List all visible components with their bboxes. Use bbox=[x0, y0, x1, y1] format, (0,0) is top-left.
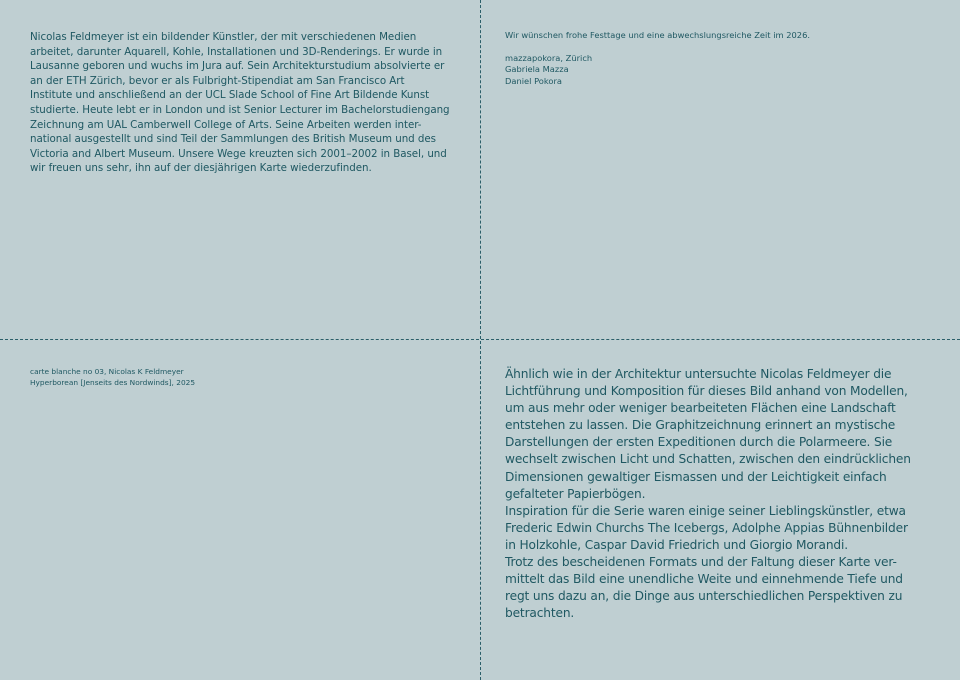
sender-line-studio: mazzapokora, Zürich bbox=[505, 52, 593, 63]
caption-title-line: Hyperborean [Jenseits des Nordwinds], 2025 bbox=[30, 377, 196, 387]
artwork-essay-paragraph: Ähnlich wie in der Architektur untersuchte Nicolas Feldmeyer die Lichtführung und Komposition für dieses Bild anhand von Modellen, um aus mehr oder weniger bearbeiteten Flächen eine Landschaft entstehen zu lassen. Die Graphitzeichnung erinnert an mystische Darstellungen der ersten Expeditionen durch die Polarmeere. Sie wechselt zwischen Licht und Schatten, zwischen den eindrücklichen Dimensionen gewaltiger Eismassen und der Leichtigkeit einfach gefalteter Papierbögen. Inspiration für die Serie waren einige seiner Lieblingskünstler, etwa Frederic Edwin Churchs The Icebergs, Adolphe Appias Bühnenbilder in Holzkohle, Caspar David Friedrich und Giorgio Morandi. Trotz des bescheidenen Formats und der Faltung dieser Karte ver- mittelt das Bild eine unendliche Weite und einnehmende Tiefe und regt uns dazu an, die Dinge aus unterschiedlichen Perspektiven zu betrachten. bbox=[505, 367, 911, 621]
artist-bio-paragraph: Nicolas Feldmeyer ist ein bildender Künstler, der mit verschiedenen Medien arbeitet, darunter Aquarell, Kohle, Installationen und 3D-Renderings. Er wurde in Lausanne geboren und wuchs im Jura auf. Sein Architekturstudium absolvierte er an der ETH Zürich, bevor er als Fulbright-Stipendiat am San Francisco Art Institute und anschließend an der UCL Slade School of Fine Art Bildende Kunst studierte. Heute lebt er in London und ist Senior Lecturer im Bachelorstudiengang Zeichnung am UAL Camberwell College of Arts. Seine Arbeiten werden inter- national ausgestellt und sind Teil der Sammlungen des British Museum und des Victoria and Albert Museum. Unsere Wege kreuzten sich 2001–2002 in Basel, und wir freuen uns sehr, ihn auf der diesjährigen Karte wiederzufinden. bbox=[30, 31, 450, 175]
caption-series-line: carte blanche no 03, Nicolas K Feldmeyer bbox=[30, 367, 184, 376]
sender-line-name-1: Gabriela Mazza bbox=[505, 64, 569, 74]
greeting-message: Wir wünschen frohe Festtage und eine abwechslungsreiche Zeit im 2026. bbox=[505, 30, 810, 40]
greeting-block bbox=[505, 30, 935, 87]
horizontal-fold-line bbox=[0, 339, 960, 340]
sender-line-name-2: Daniel Pokora bbox=[505, 75, 562, 86]
vertical-fold-line bbox=[480, 0, 481, 680]
artwork-caption bbox=[30, 367, 460, 388]
